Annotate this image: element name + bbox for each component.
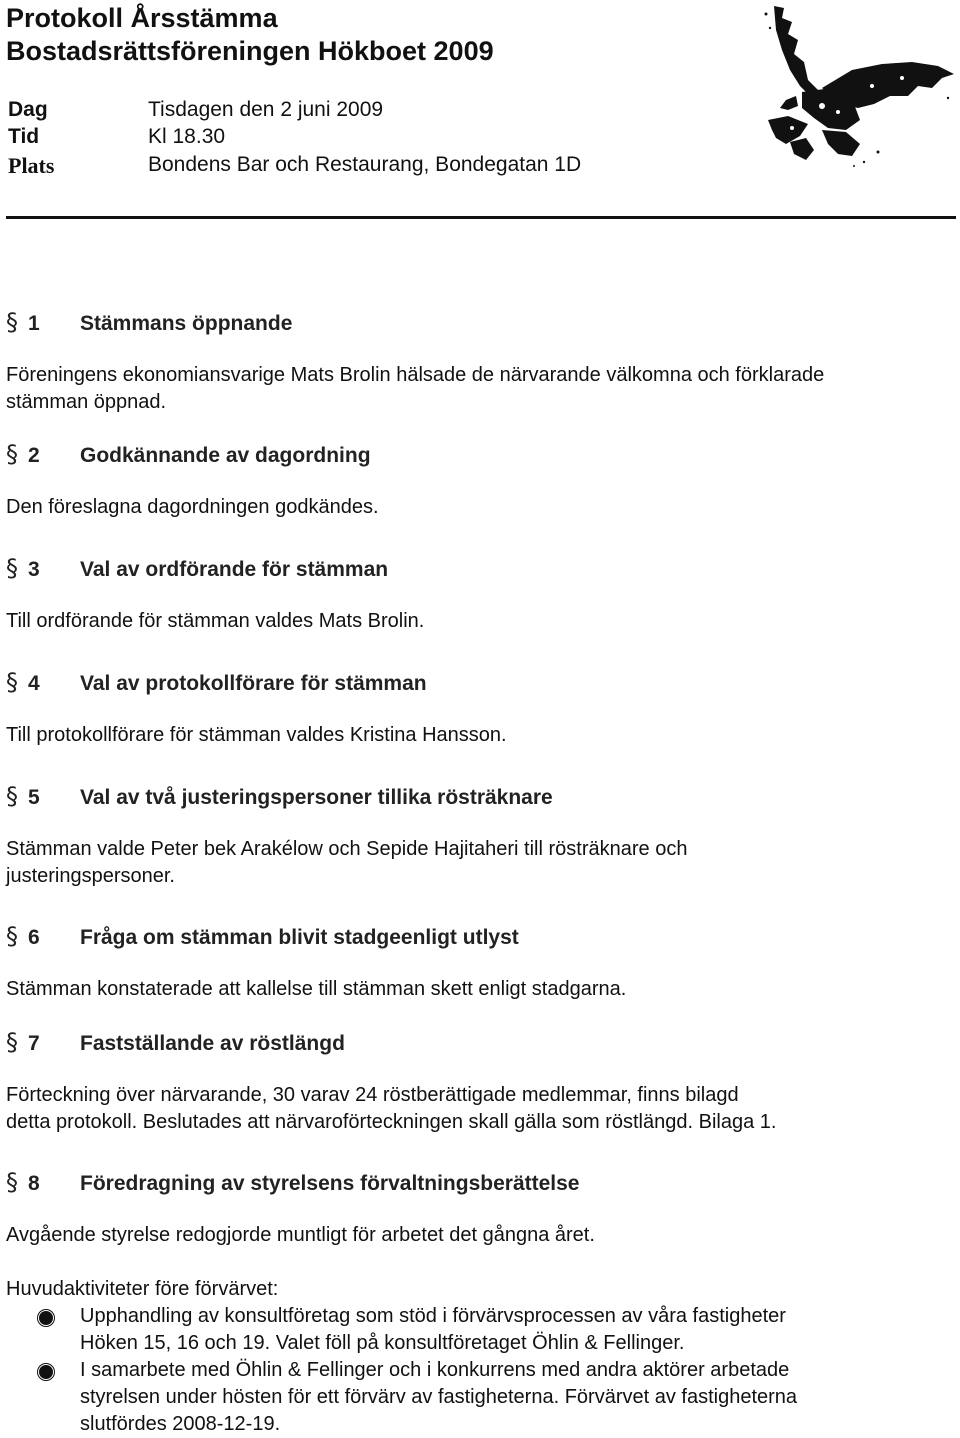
list-item-line: I samarbete med Öhlin & Fellinger och i konkurrens med andra aktörer arbetade bbox=[80, 1359, 790, 1381]
header-divider bbox=[6, 216, 956, 219]
bullet-icon bbox=[38, 1364, 54, 1380]
document-title: Protokoll Årsstämma bbox=[6, 3, 278, 33]
section-heading bbox=[6, 308, 292, 338]
section-title: Stämmans öppnande bbox=[80, 312, 293, 335]
list-item-line: styrelsen under hösten för ett förvärv av fastigheterna. Förvärvet av fastigheterna bbox=[80, 1386, 798, 1408]
body-line: Avgående styrelse redogjorde muntligt för arbetet det gångna året. bbox=[6, 1224, 595, 1246]
body-line: Förteckning över närvarande, 30 varav 24 röstberättigade medlemmar, finns bilagd bbox=[6, 1084, 739, 1106]
body-line: justeringspersoner. bbox=[6, 865, 175, 887]
section-body bbox=[6, 362, 956, 416]
body-line: Föreningens ekonomiansvarige Mats Brolin hälsade de närvarande välkomna och förklarade bbox=[6, 364, 825, 386]
section-body bbox=[6, 608, 956, 635]
day-label: Dag bbox=[8, 98, 48, 121]
section-heading bbox=[6, 782, 553, 812]
section-body bbox=[6, 722, 956, 749]
bullet-icon bbox=[38, 1310, 54, 1326]
list-item bbox=[80, 1303, 960, 1357]
section-number: 4 bbox=[28, 672, 40, 695]
section-heading bbox=[6, 554, 388, 584]
section-symbol: § bbox=[6, 1028, 18, 1056]
section-heading bbox=[6, 1168, 580, 1198]
body-line: detta protokoll. Beslutades att närvaroförteckningen skall gälla som röstlängd. Bilaga 1. bbox=[6, 1111, 777, 1133]
section-symbol: § bbox=[6, 1168, 18, 1196]
section-heading bbox=[6, 1028, 345, 1058]
section-title: Föredragning av styrelsens förvaltningsberättelse bbox=[80, 1172, 580, 1195]
section-body bbox=[6, 976, 956, 1003]
section-title: Val av ordförande för stämman bbox=[80, 558, 389, 581]
section-symbol: § bbox=[6, 308, 18, 336]
list-item bbox=[80, 1357, 960, 1438]
section-number: 8 bbox=[28, 1172, 40, 1195]
day-value: Tisdagen den 2 juni 2009 bbox=[148, 98, 384, 121]
section-title: Fastställande av röstlängd bbox=[80, 1032, 345, 1055]
section-heading bbox=[6, 668, 427, 698]
section-number: 7 bbox=[28, 1032, 40, 1055]
section-heading bbox=[6, 922, 519, 952]
time-value: Kl 18.30 bbox=[148, 125, 226, 148]
place-value: Bondens Bar och Restaurang, Bondegatan 1D bbox=[148, 153, 582, 176]
section-title: Val av två justeringspersoner tillika rösträknare bbox=[80, 786, 553, 809]
body-line: Till protokollförare för stämman valdes Kristina Hansson. bbox=[6, 724, 507, 746]
section-title: Fråga om stämman blivit stadgeenligt utlyst bbox=[80, 926, 519, 949]
section-symbol: § bbox=[6, 440, 18, 468]
activities-heading: Huvudaktiviteter före förvärvet: bbox=[6, 1278, 279, 1300]
body-line: stämman öppnad. bbox=[6, 391, 167, 413]
body-line: Den föreslagna dagordningen godkändes. bbox=[6, 496, 379, 518]
list-item-line: slutfördes 2008-12-19. bbox=[80, 1413, 281, 1435]
section-heading bbox=[6, 440, 371, 470]
section-number: 1 bbox=[28, 312, 40, 335]
body-line: Till ordförande för stämman valdes Mats Brolin. bbox=[6, 610, 425, 632]
section-body bbox=[6, 1082, 956, 1136]
section-number: 6 bbox=[28, 926, 40, 949]
section-title: Godkännande av dagordning bbox=[80, 444, 371, 467]
section-number: 2 bbox=[28, 444, 40, 467]
list-item-line: Upphandling av konsultföretag som stöd i förvärvsprocessen av våra fastigheter bbox=[80, 1305, 786, 1327]
section-title: Val av protokollförare för stämman bbox=[80, 672, 427, 695]
section-symbol: § bbox=[6, 782, 18, 810]
time-label: Tid bbox=[8, 125, 40, 148]
eagle-logo-icon bbox=[762, 4, 956, 172]
section-number: 3 bbox=[28, 558, 40, 581]
section-body bbox=[6, 1222, 956, 1249]
section-number: 5 bbox=[28, 786, 40, 809]
document-subtitle: Bostadsrättsföreningen Hökboet 2009 bbox=[6, 36, 494, 66]
place-label: Plats bbox=[8, 153, 55, 178]
section-symbol: § bbox=[6, 668, 18, 696]
section-symbol: § bbox=[6, 554, 18, 582]
section-body bbox=[6, 836, 956, 890]
list-item-line: Höken 15, 16 och 19. Valet föll på konsultföretaget Öhlin & Fellinger. bbox=[80, 1332, 685, 1354]
body-line: Stämman valde Peter bek Arakélow och Sepide Hajitaheri till rösträknare och bbox=[6, 838, 688, 860]
body-line: Stämman konstaterade att kallelse till stämman skett enligt stadgarna. bbox=[6, 978, 627, 1000]
section-symbol: § bbox=[6, 922, 18, 950]
section-body bbox=[6, 494, 956, 521]
